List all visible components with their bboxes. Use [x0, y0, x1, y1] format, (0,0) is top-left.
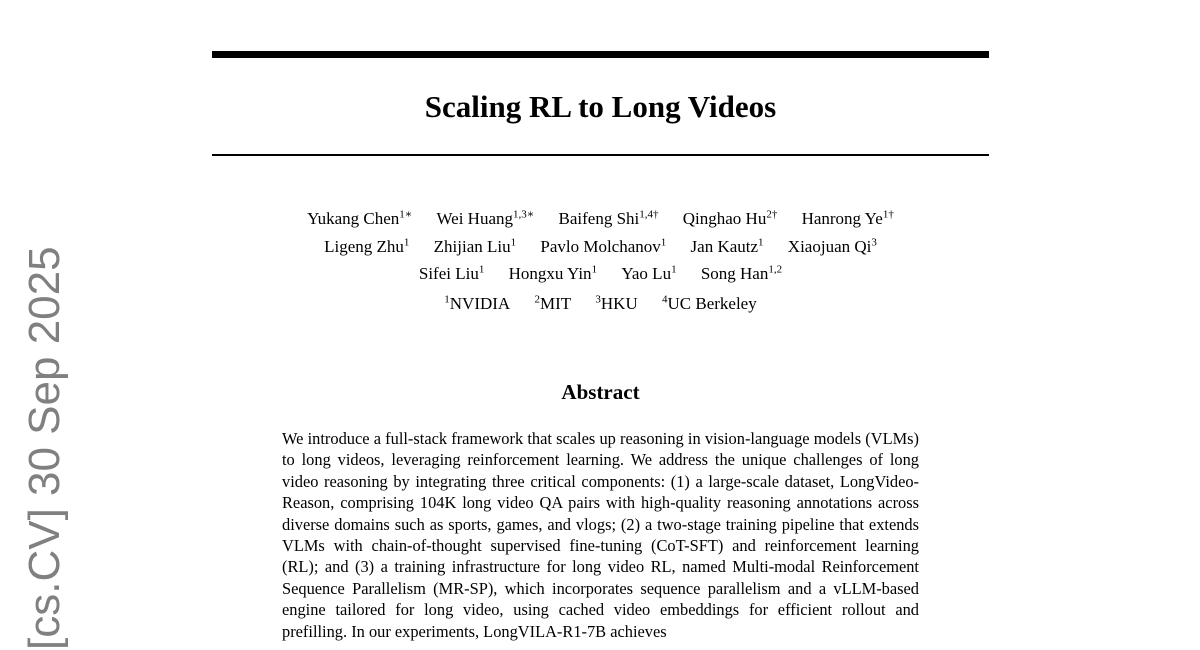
author-line-3	[212, 260, 989, 288]
author: Qinghao $Hu^{2\dagger}$	[682, 208, 778, 228]
author-line-1	[212, 205, 989, 233]
author: Hanrong $Ye^{1\dagger}$	[801, 208, 894, 228]
affiliation: $^2$MIT	[534, 293, 572, 313]
affiliation: $^4$UC Berkeley	[661, 293, 757, 313]
author-list	[212, 205, 989, 288]
author: Xiaojuan Qi$^3$	[787, 235, 877, 256]
author: Wei Huang$^{1,3∗}$	[436, 208, 535, 228]
author: Hongxu Yin$^1$	[508, 263, 598, 283]
abstract-body: We introduce a full-stack framework that scales up reasoning in vision-language models (VLMs) to long videos, leveraging reinforcement learning. We address the unique challenges of long video reasoning by integrating three critical components: (1) a large-scale dataset, LongVideo-Reason, comprising 104K long video QA pairs with high-quality reasoning annotations across diverse domains such as sports, games, and vlogs; (2) a two-stage training pipeline that extends VLMs with chain-of-thought supervised fine-tuning (CoT-SFT) and reinforcement learning (RL); and (3) a training infrastructure for long video RL, named Multi-modal Reinforcement Sequence Parallelism (MR-SP), which incorporates sequence parallelism and a vLLM-based engine tailored for long video, using cached video embeddings for efficient rollout and prefilling. In our experiments, LongVILA-R1-7B achieves	[282, 429, 919, 641]
affiliation: $^3$HKU	[595, 293, 638, 313]
title-bottom-rule	[212, 154, 989, 156]
author: Ligeng Zhu$^1$	[324, 235, 410, 256]
affiliation: $^1$NVIDIA	[444, 293, 511, 313]
affiliation-list	[212, 291, 989, 317]
paper-title: Scaling RL to Long Videos	[424, 89, 777, 124]
author: Baifeng Shi$^{1,4\dagger}$	[558, 208, 659, 228]
author-line-2	[212, 233, 989, 261]
author: Jan Kautz$^1$	[690, 235, 764, 256]
abstract-heading: Abstract	[561, 380, 640, 404]
author: Sifei Liu$^1$	[418, 263, 485, 283]
author: Zhijian Liu$^1$	[433, 235, 517, 256]
arxiv-stamp: [cs.CV] 30 Sep 2025	[20, 246, 69, 650]
title-top-rule	[212, 51, 989, 58]
author: Pavlo Molchanov$^1$	[540, 235, 667, 256]
author: Yukang Chen$^{1∗}$	[307, 208, 413, 228]
author: Song Han$^{1,2}$	[700, 263, 783, 283]
author: Yao Lu$^1$	[621, 263, 677, 283]
